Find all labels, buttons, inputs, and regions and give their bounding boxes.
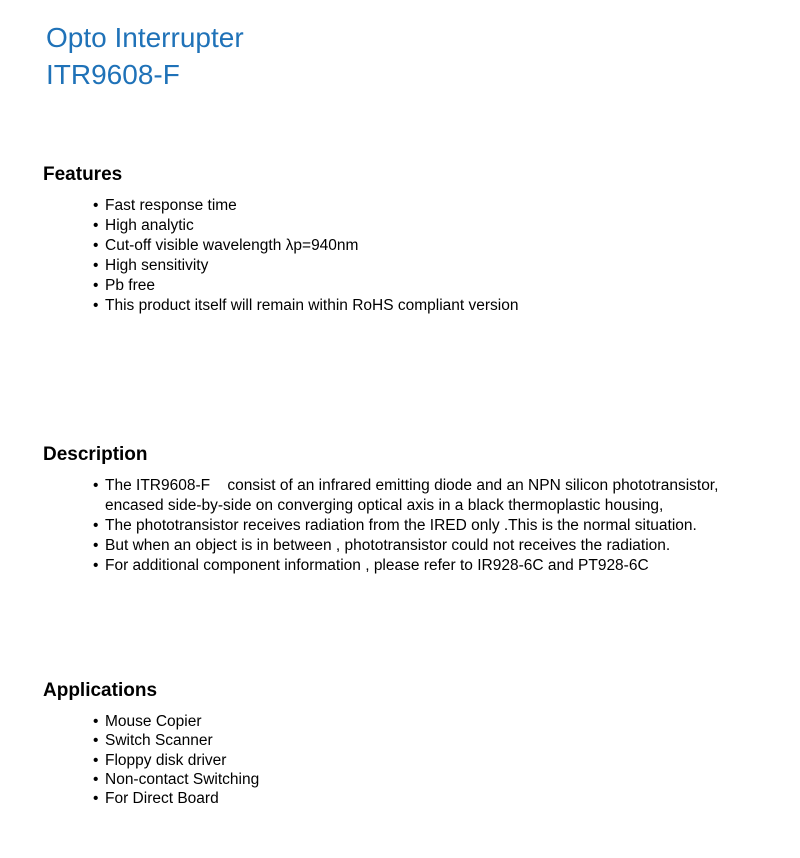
part-number: ITR9608-F xyxy=(46,59,180,90)
applications-heading: Applications xyxy=(43,680,158,701)
list-item: • High sensitivity xyxy=(93,256,518,276)
list-item: • This product itself will remain within RoHS compliant version xyxy=(93,296,518,316)
list-item: • Fast response time xyxy=(93,196,518,216)
list-item: • Cut-off visible wavelength λp=940nm xyxy=(93,236,518,256)
list-item: • For Direct Board xyxy=(93,789,259,808)
list-item: • High analytic xyxy=(93,216,518,236)
list-item: • Switch Scanner xyxy=(93,731,259,750)
list-item: • Non-contact Switching xyxy=(93,770,259,789)
features-heading: Features xyxy=(43,164,123,185)
document-title-block xyxy=(46,19,244,93)
list-item: • Mouse Copier xyxy=(93,712,259,731)
list-item-line: The ITR9608-F consist of an infrared emitting diode and an NPN silicon phototransistor, xyxy=(105,477,719,494)
description-list xyxy=(93,476,783,576)
features-list xyxy=(93,196,518,316)
list-item-line: encased side-by-side on converging optical axis in a black thermoplastic housing, xyxy=(105,497,664,514)
list-item: • The phototransistor receives radiation from the IRED only .This is the normal situation. xyxy=(93,516,783,536)
list-item: • But when an object is in between , phototransistor could not receives the radiation. xyxy=(93,536,783,556)
list-item: • Floppy disk driver xyxy=(93,751,259,770)
list-item: • Pb free xyxy=(93,276,518,296)
list-item: • For additional component information , please refer to IR928-6C and PT928-6C xyxy=(93,556,783,576)
list-item xyxy=(93,476,783,516)
document-title: Opto Interrupter xyxy=(46,22,244,53)
applications-list xyxy=(93,712,259,808)
description-heading: Description xyxy=(43,444,148,465)
